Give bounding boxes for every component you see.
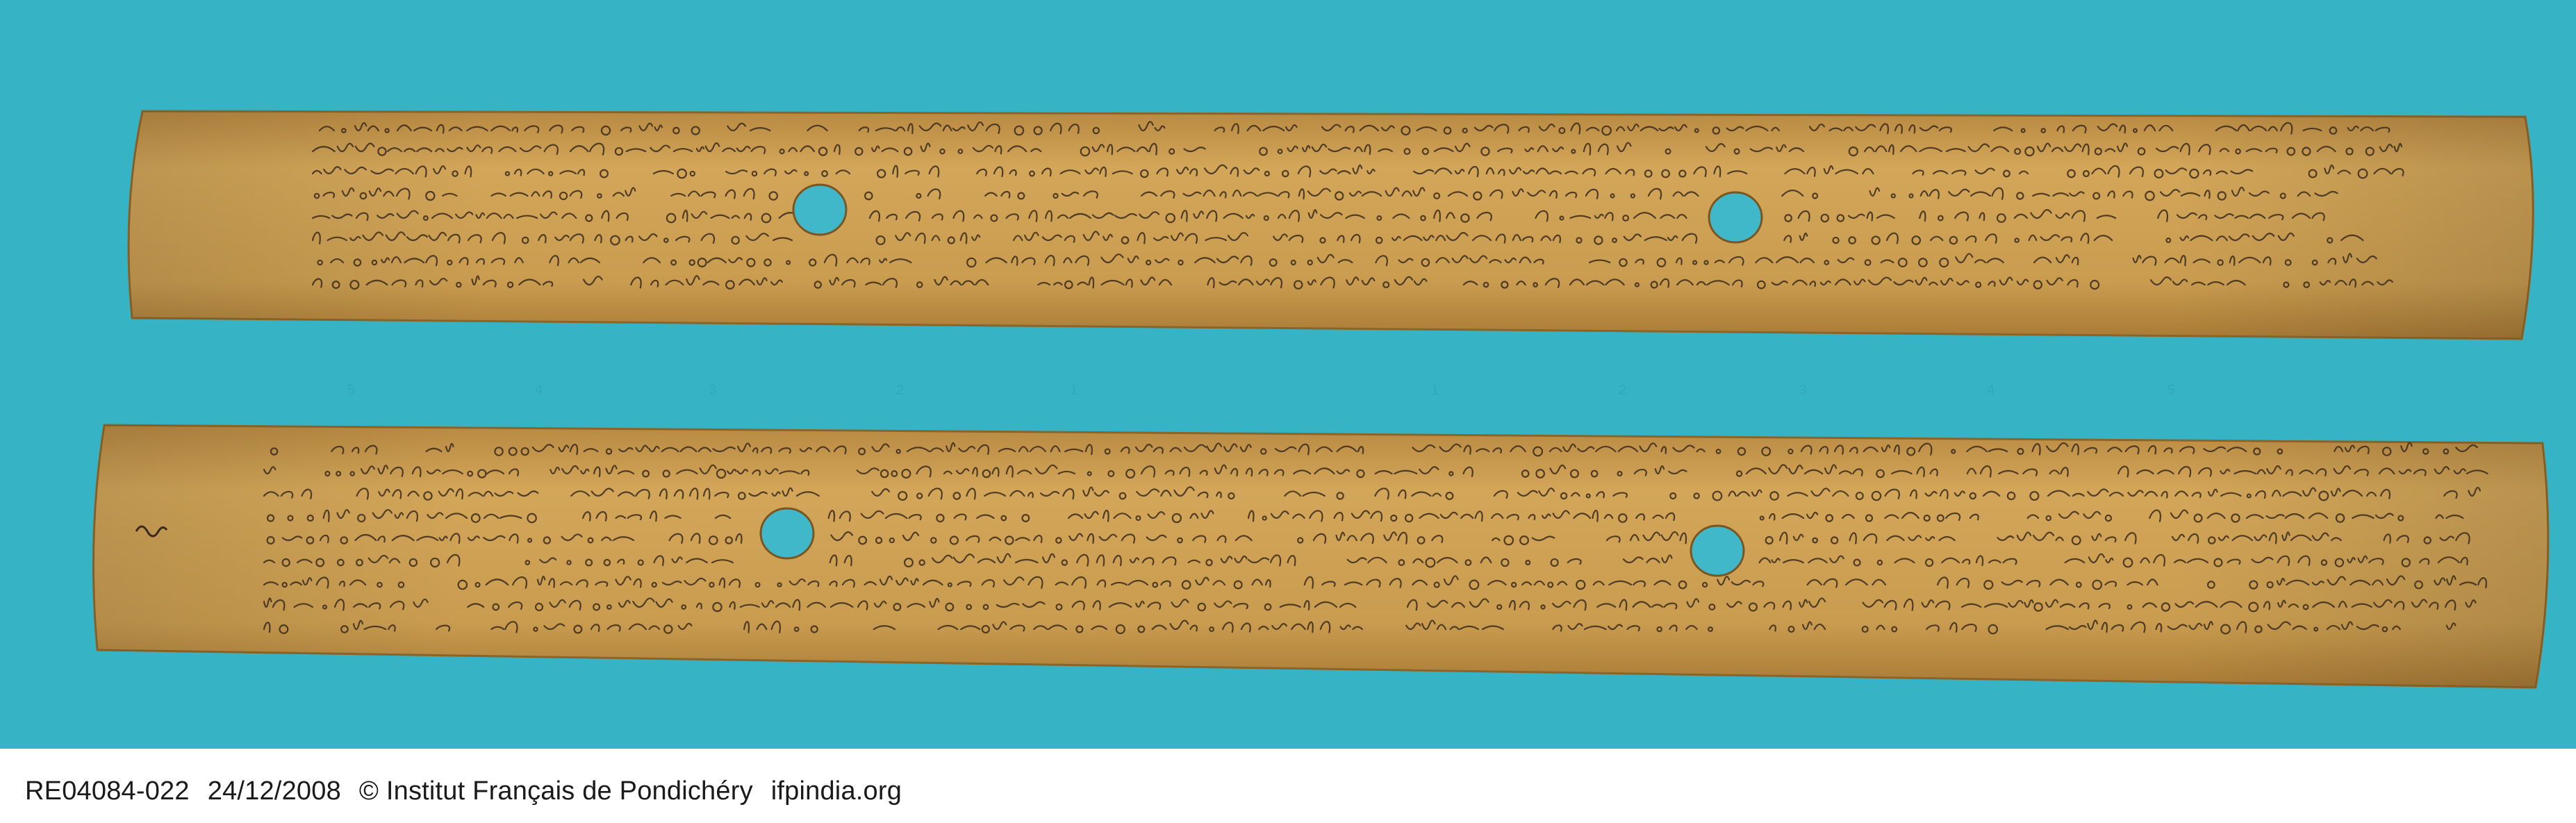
palm-leaf-bottom <box>93 425 2548 688</box>
svg-text:1: 1 <box>1070 383 1078 398</box>
copyright-notice: © Institut Français de Pondichéry <box>358 776 753 806</box>
svg-text:5: 5 <box>2168 383 2176 398</box>
binding-hole <box>1691 526 1744 576</box>
svg-text:2: 2 <box>896 383 905 398</box>
background-ruler-marks <box>347 383 2175 398</box>
svg-text:4: 4 <box>535 383 543 398</box>
website-link[interactable]: ifpindia.org <box>770 776 902 806</box>
svg-text:3: 3 <box>709 383 717 398</box>
record-id: RE04084-022 <box>25 776 190 806</box>
svg-text:1: 1 <box>1431 383 1439 398</box>
binding-hole <box>1709 192 1762 242</box>
binding-hole <box>761 508 814 558</box>
photo-caption <box>25 776 920 806</box>
capture-date: 24/12/2008 <box>207 776 341 806</box>
svg-text:4: 4 <box>1987 383 1995 398</box>
svg-text:5: 5 <box>347 383 356 398</box>
svg-text:2: 2 <box>1619 383 1627 398</box>
palm-leaf-top <box>129 111 2533 339</box>
svg-text:3: 3 <box>1799 383 1808 398</box>
binding-hole <box>793 185 846 235</box>
